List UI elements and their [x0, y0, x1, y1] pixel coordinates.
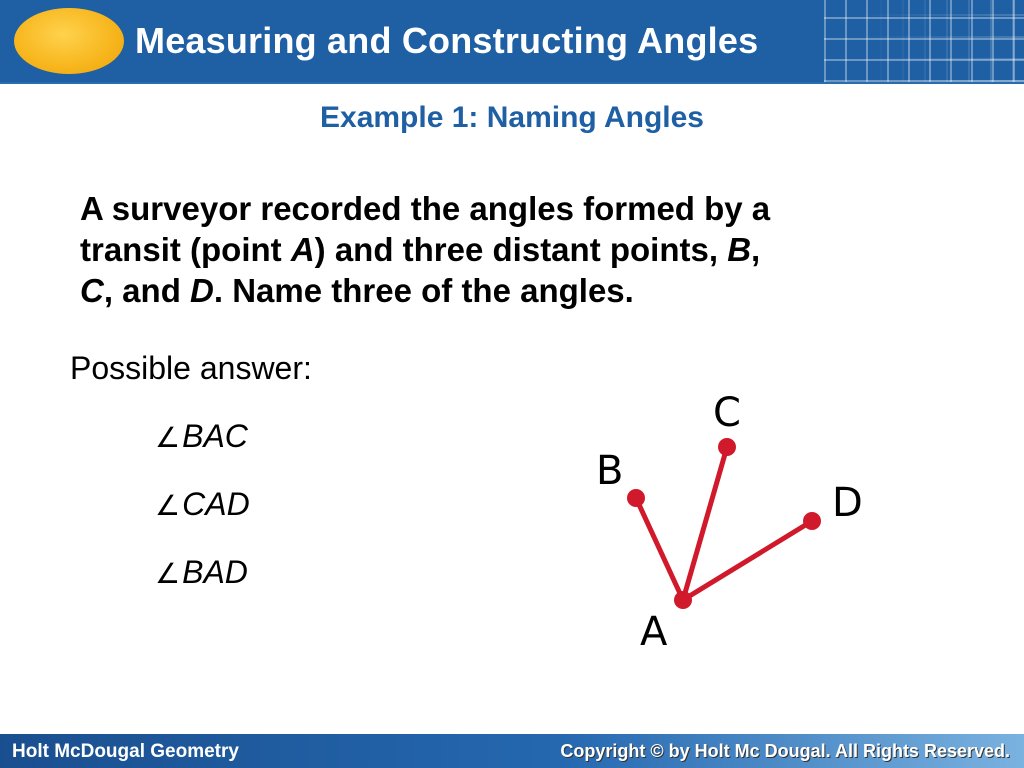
answer-item-text: CAD [182, 486, 250, 522]
question-line-1: A surveyor recorded the angles formed by a [80, 190, 771, 227]
answer-item-text: BAC [182, 418, 248, 454]
point-b-dot [627, 489, 645, 507]
question-text-segment: . Name three of the angles. [213, 272, 634, 309]
question-text-segment: transit (point [80, 231, 291, 268]
question-text [80, 188, 960, 311]
answer-item [155, 418, 248, 455]
point-d-label: D [832, 480, 863, 526]
point-c-ref: C [80, 272, 104, 309]
example-heading: Example 1: Naming Angles [320, 101, 704, 134]
footer-copyright: Copyright © by Holt Mc Dougal. All Rights Reserved. [560, 741, 1010, 761]
logo-oval-icon [14, 8, 124, 74]
answer-item [155, 554, 248, 591]
footer-course-title: Holt McDougal Geometry [12, 741, 239, 762]
question-text-segment: ) and three distant points, [314, 231, 728, 268]
point-a-label: A [640, 609, 668, 655]
point-d-dot [803, 512, 821, 530]
angle-diagram [580, 390, 880, 660]
point-a-ref: A [290, 231, 315, 268]
page-title: Measuring and Constructing Angles [135, 20, 759, 61]
point-c-label: C [713, 390, 741, 436]
question-line-3 [80, 270, 960, 311]
angle-icon: ∠ [155, 422, 181, 453]
footer-bar [0, 734, 1024, 768]
header-grid-pattern [824, 0, 1024, 82]
question-text-segment: , and [103, 272, 191, 309]
possible-answer-label: Possible answer: [70, 350, 312, 386]
point-a-dot [674, 591, 692, 609]
point-c-dot [718, 438, 736, 456]
header-bar [0, 0, 1024, 84]
answer-item-text: BAD [182, 554, 248, 590]
ray-ab [636, 498, 683, 600]
angle-icon: ∠ [155, 558, 181, 589]
point-d-ref: D [190, 272, 214, 309]
question-text-segment: , [751, 231, 761, 268]
question-line-2 [80, 229, 960, 270]
answer-item [155, 486, 250, 523]
angle-icon: ∠ [155, 490, 181, 521]
point-b-ref: B [727, 231, 752, 268]
point-b-label: B [596, 448, 624, 494]
